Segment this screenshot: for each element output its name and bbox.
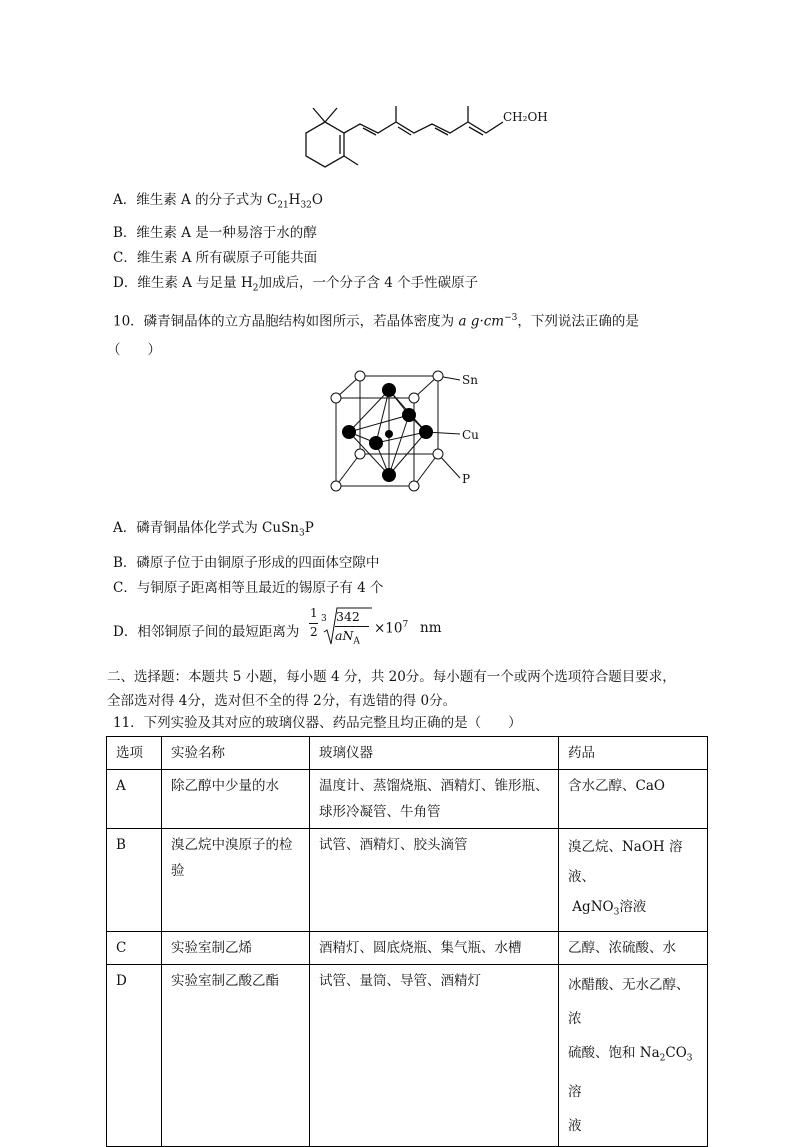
header-option: 选项	[107, 737, 162, 770]
root-fraction-bar	[335, 626, 369, 627]
q10-stem: 10．磷青铜晶体的立方晶胞结构如图所示，若晶体密度为 a $g\cdot cm^{-3}$，下列说法正确的是	[113, 313, 639, 330]
diagram-label-cu: Cu	[462, 428, 479, 442]
q9-option-c[interactable]: C．维生素 A 所有碳原子可能共面	[113, 250, 318, 266]
q10-option-a[interactable]: A．磷青铜晶体化学式为 CuSn$_3$P	[113, 520, 314, 539]
table-row[interactable]: D 实验室制乙酸乙酯 试管、量筒、导管、酒精灯 冰醋酸、无水乙醇、浓 硫酸、饱和 $Na_2CO_3$溶 液	[107, 964, 708, 1147]
q9-option-d[interactable]: D．维生素 A 与足量 $H_2$加成后，一个分子含 4 个手性碳原子	[113, 275, 479, 294]
table-row[interactable]: B 溴乙烷中溴原子的检验 试管、酒精灯、胶头滴管 溴乙烷、NaOH 溶液、 AgNO$_3$溶液	[107, 829, 708, 932]
table-row[interactable]: A 除乙醇中少量的水 温度计、蒸馏烧瓶、酒精灯、锥形瓶、球形冷凝管、牛角管 含水乙醇、CaO	[107, 770, 708, 829]
q9-option-b[interactable]: B．维生素 A 是一种易溶于水的醇	[113, 225, 317, 241]
q10-option-b[interactable]: B．磷原子位于由铜原子形成的四面体空隙中	[113, 555, 380, 571]
table-header-row	[107, 737, 708, 770]
q10-answer-blank[interactable]: （ ）	[107, 342, 161, 358]
q10-option-c[interactable]: C．与铜原子距离相等且最近的锡原子有 4 个	[113, 580, 384, 596]
header-experiment: 实验名称	[162, 737, 310, 770]
fraction-bar	[309, 623, 318, 624]
section2-instructions-line2: 全部选对得 4分，选对但不全的得 2分，有选错的得 0分。	[107, 693, 457, 709]
header-glassware: 玻璃仪器	[310, 737, 559, 770]
diagram-label-p: P	[462, 472, 471, 486]
ch2oh-label: CH₂OH	[503, 110, 548, 124]
q10-option-d[interactable]: D．相邻铜原子间的最短距离为 1 2 3 342 $aN_A$ $\times 10^7$ nm	[113, 606, 442, 647]
table-row[interactable]: C 实验室制乙烯 酒精灯、圆底烧瓶、集气瓶、水槽 乙醇、浓硫酸、水	[107, 931, 708, 964]
header-reagents: 药品	[559, 737, 708, 770]
diagram-label-sn: Sn	[462, 373, 478, 387]
q11-stem: 11．下列实验及其对应的玻璃仪器、药品完整且均正确的是（ ）	[113, 715, 522, 731]
q9-option-a[interactable]: A．维生素 A 的分子式为 $C_{21}H_{32}O$	[113, 192, 323, 211]
q11-table	[106, 736, 708, 1147]
section2-instructions-line1: 二、选择题：本题共 5 小题，每小题 4 分，共 20分。每小题有一个或两个选项符合题目要求，	[107, 669, 676, 685]
vitamin-a-structure	[290, 100, 530, 190]
